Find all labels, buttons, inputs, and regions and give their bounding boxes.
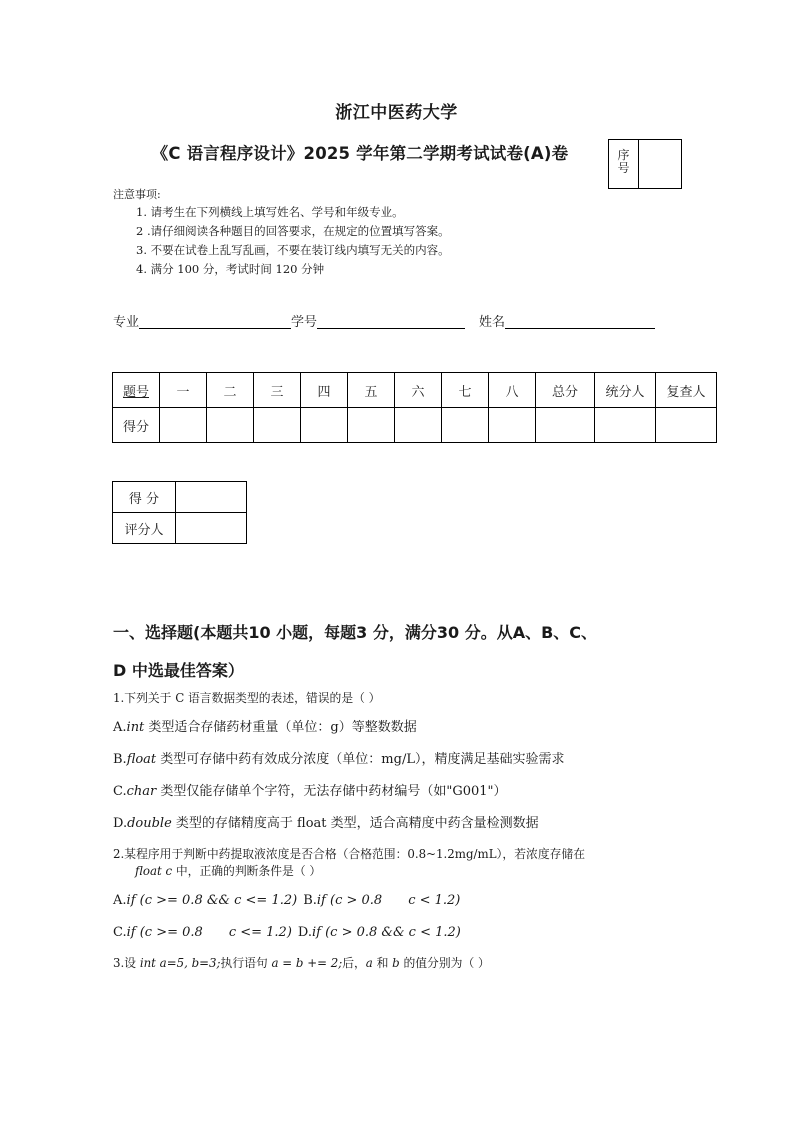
score-cell[interactable] <box>160 408 207 443</box>
sequence-number-input[interactable] <box>639 140 681 188</box>
major-input[interactable] <box>139 328 291 329</box>
notice-item: 1. 请考生在下列横线上填写姓名、学号和年级专业。 <box>136 205 404 219</box>
grader-score-input[interactable] <box>176 482 247 513</box>
student-info-line <box>113 311 683 330</box>
question-number: 1. <box>113 691 125 705</box>
score-summary-table <box>112 372 717 443</box>
question-number: 3. <box>113 956 125 970</box>
question-option[interactable] <box>113 750 691 770</box>
question-option-row[interactable] <box>113 923 691 943</box>
question-stem <box>113 955 691 972</box>
section-heading-line-2: D 中选最佳答案） <box>113 661 244 680</box>
sequence-number-label <box>609 140 639 188</box>
option-code: c <= 1.2) <box>228 925 292 940</box>
score-table-row-label <box>113 373 160 408</box>
score-table-row-label-text: 题号 <box>122 384 149 400</box>
option-code: if (c > 0.8 <box>316 893 383 908</box>
score-cell[interactable] <box>656 408 717 443</box>
score-table-header-cell: 复查人 <box>656 373 717 408</box>
score-cell[interactable] <box>442 408 489 443</box>
page-title: 《C 语言程序设计》2025 学年第二学期考试试卷(A)卷 <box>151 144 569 163</box>
question-stem <box>113 690 691 707</box>
question-option[interactable] <box>113 814 691 834</box>
option-code: if (c > 0.8 && c < 1.2) <box>311 925 461 940</box>
score-table-header-cell: 二 <box>207 373 254 408</box>
question-option[interactable] <box>113 782 691 802</box>
score-cell[interactable] <box>207 408 254 443</box>
score-cell[interactable] <box>489 408 536 443</box>
option-letter: D. <box>297 925 312 940</box>
notice-list <box>113 203 673 279</box>
table-row <box>113 373 717 408</box>
question-stem-continuation <box>113 863 691 880</box>
option-letter: A. <box>113 893 127 908</box>
table-row <box>113 408 717 443</box>
section-heading-line-1: 一、选择题(本题共10 小题，每题3 分，满分30 分。从A、B、C、 <box>113 623 598 642</box>
question-number: 2. <box>113 847 125 861</box>
score-row-label: 得分 <box>113 408 160 443</box>
name-label: 姓名 <box>479 315 506 330</box>
option-code: if (c >= 0.8 <box>126 925 203 940</box>
score-cell[interactable] <box>395 408 442 443</box>
score-cell[interactable] <box>301 408 348 443</box>
option-code: if (c >= 0.8 && c <= 1.2) <box>126 893 298 908</box>
option-text: 类型适合存储药材重量（单位：g）等整数数据 <box>144 720 417 735</box>
question-option-row[interactable] <box>113 891 691 911</box>
question-stem-text: 某程序用于判断中药提取液浓度是否合格（合格范围：0.8~1.2mg/mL），若浓度存储在 <box>124 847 586 861</box>
university-title: 浙江中医药大学 <box>335 103 458 123</box>
option-letter: B. <box>303 893 317 908</box>
score-table-header-cell: 统分人 <box>595 373 656 408</box>
score-table-header-cell: 七 <box>442 373 489 408</box>
score-table-header-cell: 总分 <box>536 373 595 408</box>
option-text: 类型可存储中药有效成分浓度（单位：mg/L），精度满足基础实验需求 <box>156 752 565 767</box>
question-stem-prefix: 设 <box>124 956 140 970</box>
score-cell[interactable] <box>348 408 395 443</box>
notice-item: 2 .请仔细阅读各种题目的回答要求，在规定的位置填写答案。 <box>136 224 450 238</box>
section-heading <box>113 614 693 690</box>
question-stem-code: a = b += 2; <box>271 956 343 970</box>
score-table-header-cell: 三 <box>254 373 301 408</box>
score-cell[interactable] <box>536 408 595 443</box>
question-stem-tail: 中，正确的判断条件是（ ） <box>172 864 322 878</box>
score-table-header-cell: 一 <box>160 373 207 408</box>
score-table-header-cell: 六 <box>395 373 442 408</box>
grader-score-label: 得 分 <box>113 482 176 513</box>
question-stem-code: int a=5, b=3; <box>139 956 221 970</box>
score-cell[interactable] <box>595 408 656 443</box>
student-id-input[interactable] <box>317 328 465 329</box>
sequence-label-char-1: 序 <box>617 148 630 162</box>
score-cell[interactable] <box>254 408 301 443</box>
option-letter: C. <box>113 925 127 940</box>
major-label: 专业 <box>113 315 140 330</box>
question-stem <box>113 846 691 880</box>
score-table-header-cell: 四 <box>301 373 348 408</box>
option-code: float <box>126 752 157 767</box>
option-code: double <box>127 816 172 831</box>
question-stem-text: 下列关于 C 语言数据类型的表述，错误的是（ ） <box>124 691 381 705</box>
option-letter: C. <box>113 784 127 799</box>
option-text: 类型仅能存储单个字符，无法存储中药材编号（如"G001"） <box>156 784 507 799</box>
name-input[interactable] <box>505 328 655 329</box>
option-text: 类型的存储精度高于 float 类型，适合高精度中药含量检测数据 <box>171 816 539 831</box>
grader-box-table <box>112 481 247 544</box>
option-letter: A. <box>113 720 127 735</box>
question-option[interactable] <box>113 718 691 738</box>
option-letter: D. <box>113 816 128 831</box>
notice-item: 4. 满分 100 分，考试时间 120 分钟 <box>136 262 325 276</box>
option-code: int <box>126 720 145 735</box>
notice-item: 3. 不要在试卷上乱写乱画，不要在装订线内填写无关的内容。 <box>136 243 450 257</box>
question-stem-code: b <box>392 956 400 970</box>
grader-name-label: 评分人 <box>113 513 176 544</box>
table-row <box>113 513 247 544</box>
score-table-header-cell: 五 <box>348 373 395 408</box>
option-code: c < 1.2) <box>408 893 461 908</box>
question-stem-mid: 执行语句 <box>220 956 272 970</box>
notice-heading: 注意事项: <box>113 188 161 201</box>
sequence-label-char-2: 号 <box>617 161 630 175</box>
sequence-number-box <box>608 139 682 189</box>
question-stem-code: a <box>365 956 373 970</box>
option-code: char <box>126 784 157 799</box>
student-id-label: 学号 <box>291 315 318 330</box>
question-stem-code: float c <box>135 864 173 878</box>
questions-list <box>113 690 691 983</box>
question-stem-suffix: 的值分别为（ ） <box>399 956 490 970</box>
score-table-header-cell: 八 <box>489 373 536 408</box>
question-stem-mid: 和 <box>372 956 393 970</box>
table-row <box>113 482 247 513</box>
question-stem-mid: 后， <box>342 956 366 970</box>
grader-name-input[interactable] <box>176 513 247 544</box>
option-letter: B. <box>113 752 127 767</box>
